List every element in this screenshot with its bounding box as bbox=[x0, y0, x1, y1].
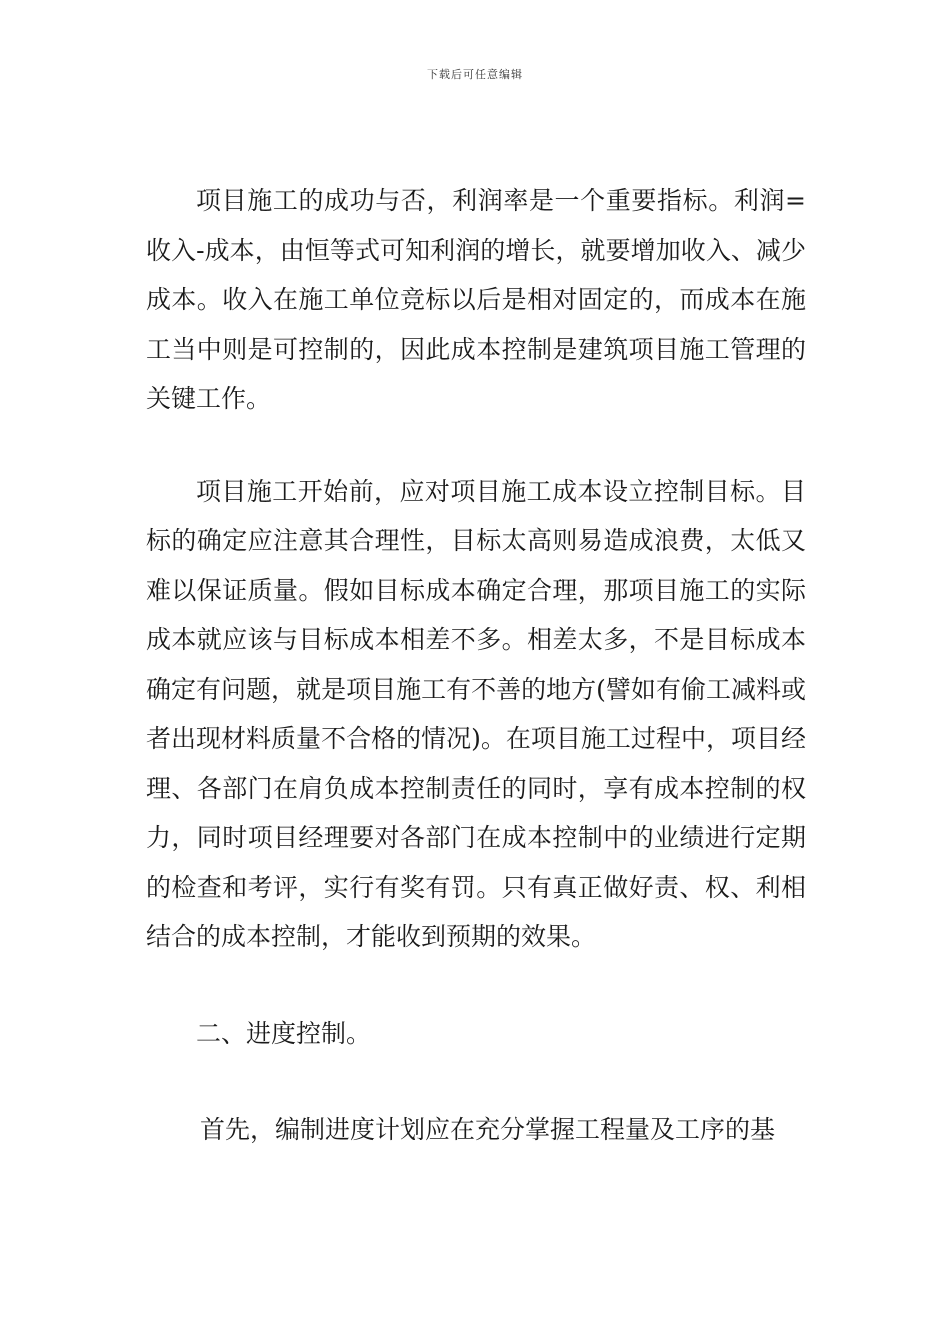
section-heading-schedule-control: 二、进度控制。 bbox=[196, 1018, 372, 1048]
paragraph-schedule-plan: 首先，编制进度计划应在充分掌握工程量及工序的基 bbox=[200, 1115, 776, 1144]
paragraph-cost-target: 项目施工开始前，应对项目施工成本设立控制目标。目标的确定应注意其合理性，目标太高则易造成浪费，太低又难以保证质量。假如目标成本确定合理，那项目施工的实际成本就应该与目标成本相差不多。相差太多，不是目标成本确定有问题，就是项目施工有不善的地方(譬如有偷工减料或者出现材料质量不合格的情况)。在项目施工过程中，项目经理、各部门在肩负成本控制责任的同时，享有成本控制的权力，同时项目经理要对各部门在成本控制中的业绩进行定期的检查和考评，实行有奖有罚。只有真正做好责、权、利相结合的成本控制，才能收到预期的效果。 bbox=[146, 476, 806, 951]
paragraph-cost-importance: 项目施工的成功与否，利润率是一个重要指标。利润=收入-成本，由恒等式可知利润的增长，就要增加收入、减少成本。收入在施工单位竞标以后是相对固定的，而成本在施工当中则是可控制的，因此成本控制是建筑项目施工管理的关键工作。 bbox=[146, 186, 806, 413]
page-header-note: 下载后可任意编辑 bbox=[427, 68, 523, 81]
document-body bbox=[146, 176, 806, 1155]
